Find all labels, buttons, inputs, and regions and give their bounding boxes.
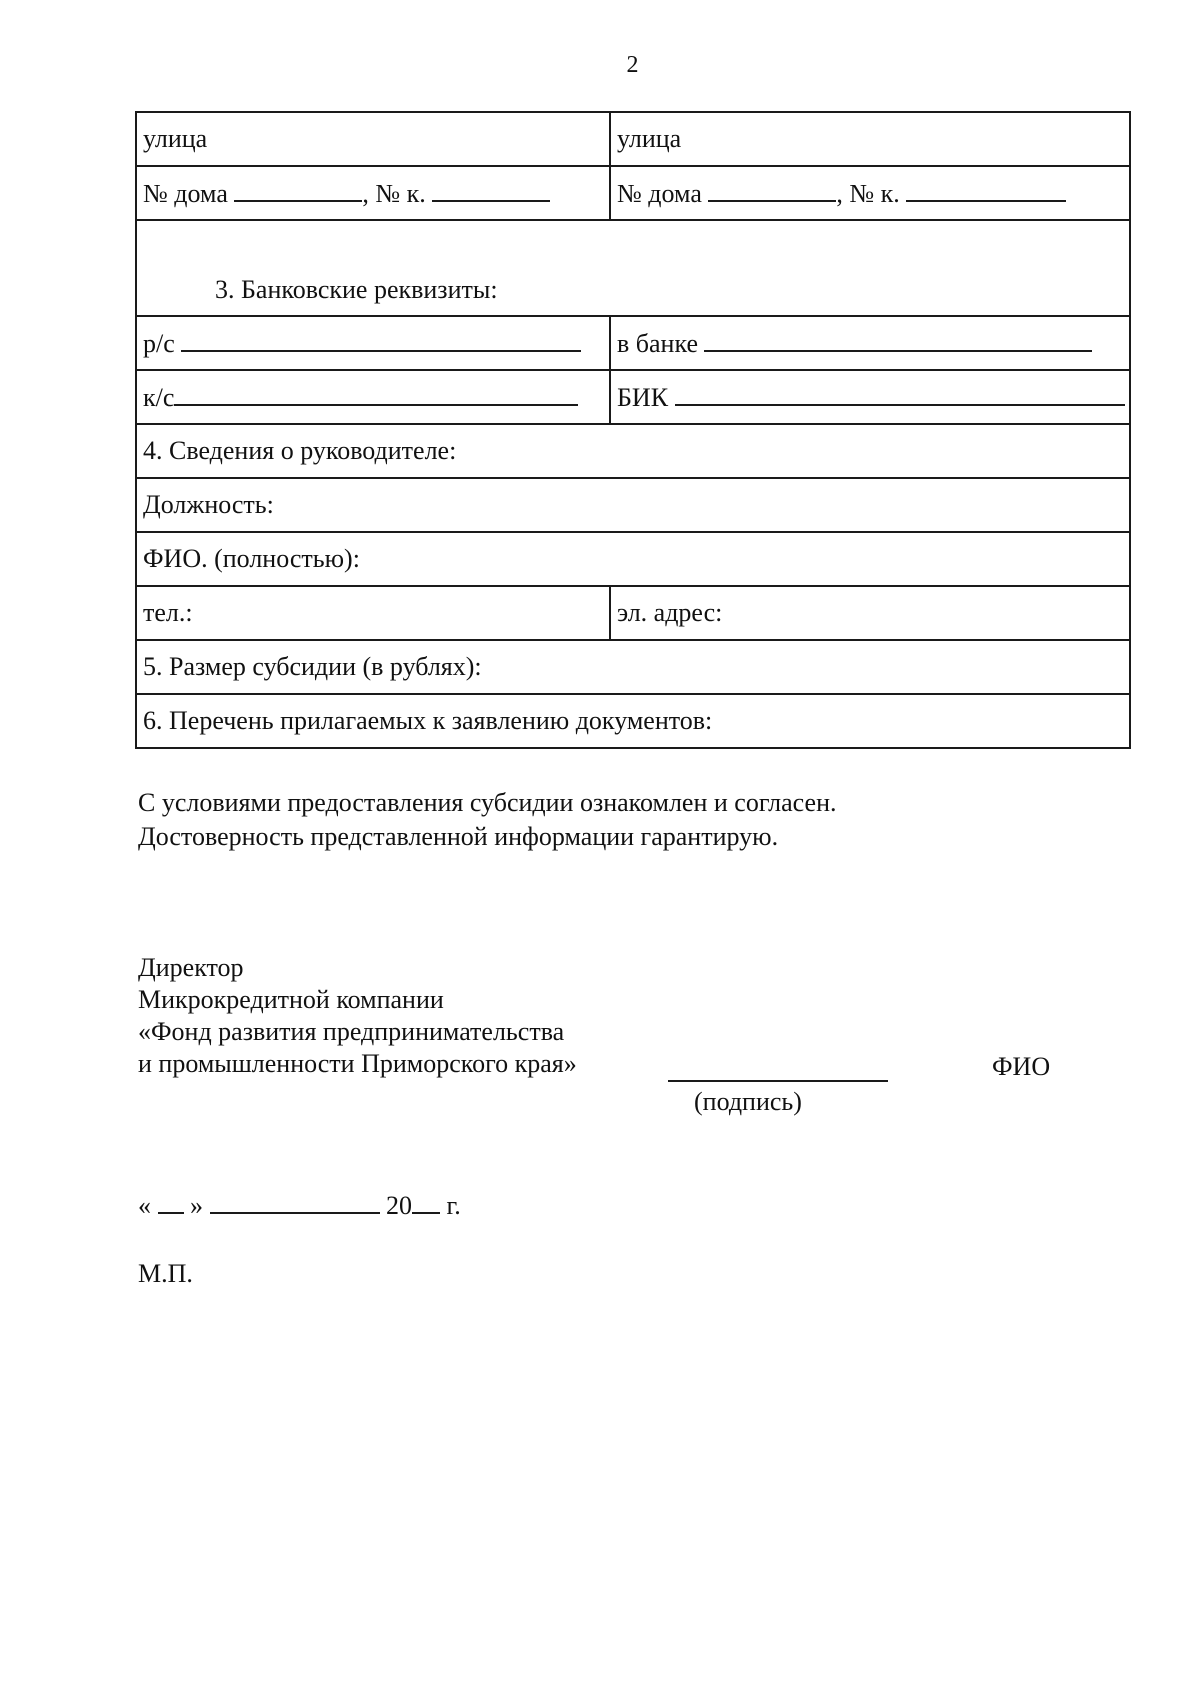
corr-account-blank[interactable] — [174, 382, 578, 406]
house-right-cell[interactable] — [610, 166, 1130, 220]
year-prefix: 20 — [386, 1191, 412, 1220]
month-blank[interactable] — [210, 1188, 380, 1214]
signatory-line-3: «Фонд развития предпринимательства — [138, 1017, 565, 1046]
table-row — [136, 166, 1130, 220]
account-blank[interactable] — [181, 328, 581, 352]
house-right-label: № дома — [617, 178, 702, 208]
signatory-line-4: и промышленности Приморского края» — [138, 1049, 577, 1078]
street-left-cell[interactable]: улица — [136, 112, 610, 166]
bank-blank[interactable] — [704, 328, 1092, 352]
application-form-table — [135, 111, 1131, 749]
date-line — [138, 1188, 461, 1221]
agreement-line-1: С условиями предоставления субсидии ознакомлен и согласен. — [138, 788, 837, 817]
house-right-sep: , № к. — [836, 178, 900, 208]
house-left-label: № дома — [143, 178, 228, 208]
stamp-place-label: М.П. — [138, 1259, 193, 1288]
position-cell[interactable]: Должность: — [136, 478, 1130, 532]
corr-account-cell[interactable] — [136, 370, 610, 424]
bik-blank[interactable] — [675, 382, 1125, 406]
table-row — [136, 424, 1130, 478]
bik-label: БИК — [617, 382, 669, 412]
signatory-block — [138, 952, 577, 1080]
page-number: 2 — [626, 52, 639, 78]
signature-caption: (подпись) — [694, 1087, 802, 1116]
account-cell[interactable] — [136, 316, 610, 370]
table-row — [136, 370, 1130, 424]
phone-cell[interactable]: тел.: — [136, 586, 610, 640]
bank-heading-cell — [136, 220, 1130, 316]
building-right-blank[interactable] — [906, 178, 1066, 202]
bik-cell[interactable] — [610, 370, 1130, 424]
bank-cell[interactable] — [610, 316, 1130, 370]
corr-account-label: к/с — [143, 382, 175, 412]
table-row — [136, 112, 1130, 166]
date-open-quote: « — [138, 1191, 151, 1220]
signatory-line-1: Директор — [138, 953, 244, 982]
building-left-blank[interactable] — [432, 178, 550, 202]
agreement-line-2: Достоверность представленной информации гарантирую. — [138, 822, 779, 851]
email-cell[interactable]: эл. адрес: — [610, 586, 1130, 640]
fio-label: ФИО — [992, 1052, 1051, 1081]
house-left-blank[interactable] — [234, 178, 362, 202]
fullname-cell[interactable]: ФИО. (полностью): — [136, 532, 1130, 586]
subsidy-cell[interactable]: 5. Размер субсидии (в рублях): — [136, 640, 1130, 694]
table-row — [136, 316, 1130, 370]
table-row — [136, 220, 1130, 316]
house-left-cell[interactable] — [136, 166, 610, 220]
table-row — [136, 586, 1130, 640]
account-label: р/с — [143, 328, 175, 358]
agreement-text — [138, 786, 837, 854]
table-row — [136, 532, 1130, 586]
house-right-blank[interactable] — [708, 178, 836, 202]
head-heading-cell: 4. Сведения о руководителе: — [136, 424, 1130, 478]
street-right-cell[interactable]: улица — [610, 112, 1130, 166]
day-blank[interactable] — [158, 1188, 184, 1214]
table-row — [136, 640, 1130, 694]
table-row — [136, 478, 1130, 532]
signatory-line-2: Микрокредитной компании — [138, 985, 444, 1014]
bank-heading: 3. Банковские реквизиты: — [215, 275, 498, 304]
year-suffix: г. — [446, 1191, 461, 1220]
date-close-quote: » — [190, 1191, 203, 1220]
signature-line[interactable] — [668, 1080, 888, 1082]
table-row — [136, 694, 1130, 748]
documents-cell[interactable]: 6. Перечень прилагаемых к заявлению документов: — [136, 694, 1130, 748]
year-blank[interactable] — [412, 1188, 440, 1214]
bank-label: в банке — [617, 328, 698, 358]
house-left-sep: , № к. — [362, 178, 426, 208]
